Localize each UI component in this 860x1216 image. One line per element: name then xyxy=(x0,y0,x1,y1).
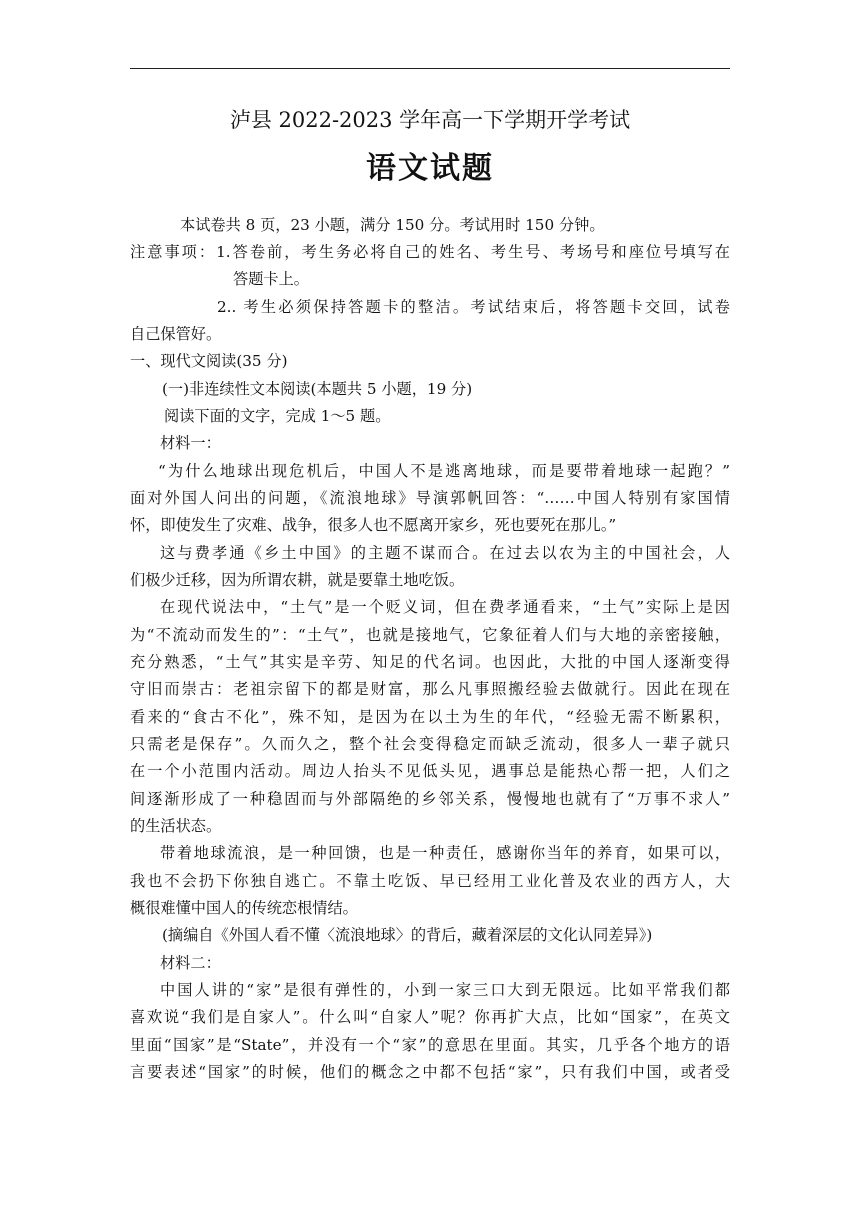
paragraph-line: 怀，即使发生了灾难、战争，很多人也不愿离开家乡，死也要死在那儿。” xyxy=(130,516,617,534)
reading-instruction: 阅读下面的文字，完成 1～5 题。 xyxy=(164,407,391,425)
paragraph-line: 守旧而崇古：老祖宗留下的都是财富，那么凡事照搬经验去做就行。因此在现在 xyxy=(130,680,730,698)
source-citation: (摘编自《外国人看不懂〈流浪地球〉的背后，藏着深层的文化认同差异》) xyxy=(162,926,653,944)
paragraph-line: 带着地球流浪，是一种回馈，也是一种责任，感谢你当年的养育，如果可以， xyxy=(160,844,730,862)
paragraph-line: 这与费孝通《乡土中国》的主题不谋而合。在过去以农为主的中国社会，人 xyxy=(160,544,730,562)
paragraph-line: 言要表述“国家”的时候，他们的概念之中都不包括“家”，只有我们中国，或者受 xyxy=(130,1063,730,1081)
paragraph-line: 们极少迁移，因为所谓农耕，就是要靠土地吃饭。 xyxy=(130,571,465,589)
notice-item-1: 注意事项：1.答卷前，考生务必将自己的姓名、考生号、考场号和座位号填写在 xyxy=(130,243,730,261)
subject-title: 语文试题 xyxy=(366,151,494,186)
paragraph-line: 间逐渐形成了一种稳固而与外部隔绝的乡邻关系，慢慢地也就有了“万事不求人” xyxy=(130,790,730,808)
notice-item-2-cont: 自己保管好。 xyxy=(130,325,222,343)
exam-title: 泸县 2022-2023 学年高一下学期开学考试 xyxy=(229,108,631,132)
paragraph-line: 里面“国家”是“State”，并没有一个“家”的意思在里面。其实，几乎各个地方的语 xyxy=(130,1036,730,1054)
paragraph-line: 中国人讲的“家”是很有弹性的，小到一家三口大到无限远。比如平常我们都 xyxy=(160,981,730,999)
paragraph-line: “为什么地球出现危机后，中国人不是逃离地球，而是要带着地球一起跑？” xyxy=(158,462,730,480)
paragraph-line: 看来的“食古不化”，殊不知，是因为在以土为生的年代，“经验无需不断累积， xyxy=(130,708,730,726)
paragraph-line: 面对外国人问出的问题，《流浪地球》导演郭帆回答：“……中国人特别有家国情 xyxy=(130,489,730,507)
subsection-heading: (一)非连续性文本阅读(本题共 5 小题，19 分) xyxy=(162,380,473,398)
exam-info: 本试卷共 8 页，23 小题，满分 150 分。考试用时 150 分钟。 xyxy=(180,216,605,234)
paragraph-line: 概很难懂中国人的传统恋根情结。 xyxy=(130,899,358,917)
material-label-2: 材料二： xyxy=(160,954,221,972)
paragraph-line: 的生活状态。 xyxy=(130,817,222,835)
material-label-1: 材料一： xyxy=(160,434,221,452)
section-heading: 一、现代文阅读(35 分) xyxy=(130,352,288,370)
notice-item-1-cont: 答题卡上。 xyxy=(233,270,309,288)
notice-item-2: 2.. 考生必须保持答题卡的整洁。考试结束后，将答题卡交回，试卷 xyxy=(217,298,730,316)
paragraph-line: 在现代说法中，“土气”是一个贬义词，但在费孝通看来，“土气”实际上是因 xyxy=(160,598,730,616)
header-rule xyxy=(130,68,730,69)
paragraph-line: 充分熟悉，“土气”其实是辛劳、知足的代名词。也因此，大批的中国人逐渐变得 xyxy=(130,653,730,671)
paragraph-line: 我也不会扔下你独自逃亡。不靠土吃饭、早已经用工业化普及农业的西方人，大 xyxy=(130,872,730,890)
paragraph-line: 喜欢说“我们是自家人”。什么叫“自家人”呢？你再扩大点，比如“国家”，在英文 xyxy=(130,1008,730,1026)
paragraph-line: 为“不流动而发生的”：“土气”，也就是接地气，它象征着人们与大地的亲密接触， xyxy=(130,626,730,644)
paragraph-line: 在一个小范围内活动。周边人抬头不见低头见，遇事总是能热心帮一把，人们之 xyxy=(130,762,730,780)
paragraph-line: 只需老是保存”。久而久之，整个社会变得稳定而缺乏流动，很多人一辈子就只 xyxy=(130,735,730,753)
